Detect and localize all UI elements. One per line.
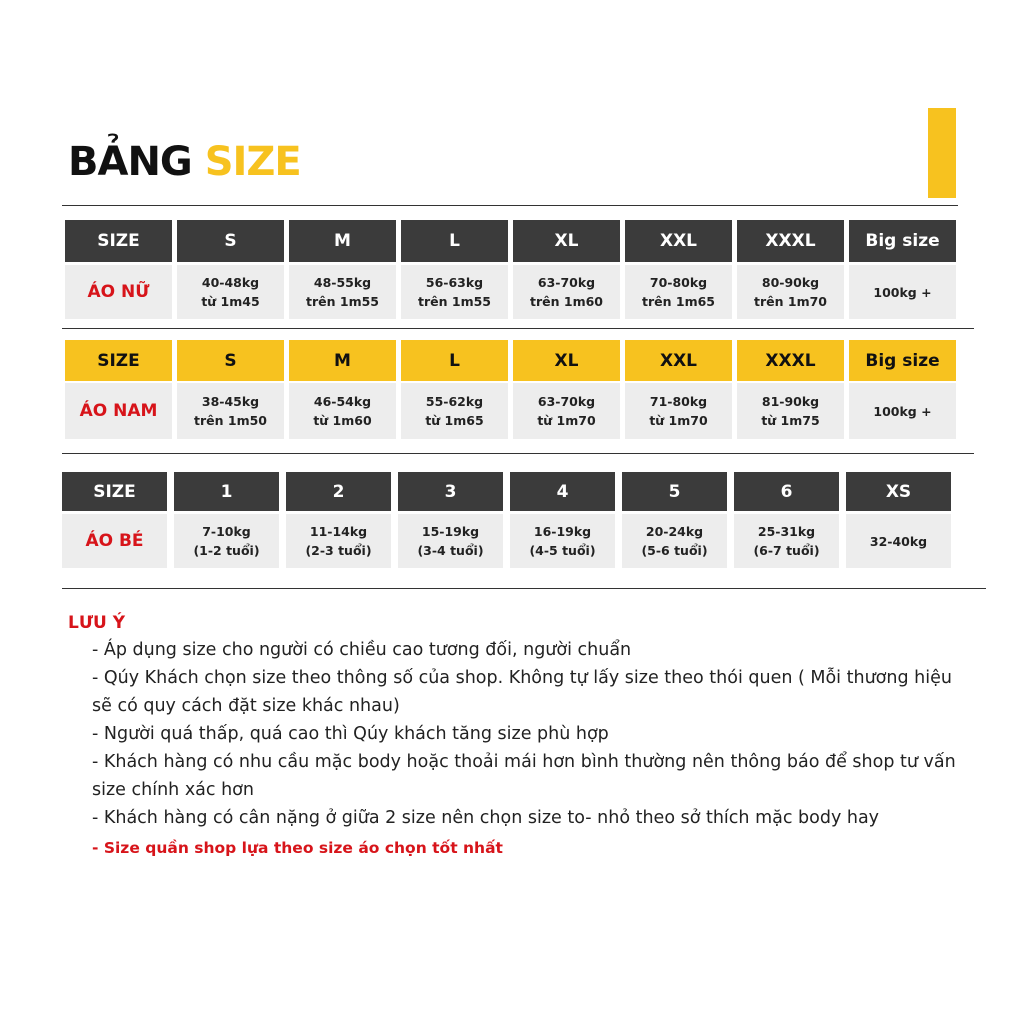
weight-range: 100kg + bbox=[873, 403, 932, 419]
weight-range: 46-54kg bbox=[313, 394, 372, 409]
size-cell-big bbox=[849, 383, 956, 439]
size-cell-l bbox=[401, 383, 508, 439]
size-cell-m bbox=[286, 514, 391, 568]
note-item: - Áp dụng size cho người có chiều cao tương đối, người chuẩn bbox=[92, 640, 632, 660]
notes-title: LƯU Ý bbox=[68, 613, 126, 633]
size-cell-xl bbox=[513, 383, 620, 439]
size-cell-xxxl bbox=[734, 514, 839, 568]
header-cell: Big size bbox=[849, 340, 956, 381]
height-range: (2-3 tuổi) bbox=[305, 543, 372, 558]
divider-1 bbox=[62, 328, 974, 329]
size-cell-xxxl bbox=[737, 383, 844, 439]
note-item: - Qúy Khách chọn size theo thông số của shop. Không tự lấy size theo thói quen ( Mỗi thương hiệu sẽ có quy cách đặt size khác nhau) bbox=[92, 668, 952, 716]
weight-range: 100kg + bbox=[873, 284, 932, 300]
header-cell: S bbox=[177, 220, 284, 262]
height-range: trên 1m60 bbox=[530, 294, 603, 309]
header-cell: 6 bbox=[734, 472, 839, 511]
weight-range: 20-24kg bbox=[645, 524, 704, 539]
header-cell: XL bbox=[513, 220, 620, 262]
size-cell-xxxl bbox=[737, 265, 844, 319]
weight-range: 38-45kg bbox=[201, 394, 260, 409]
header-cell: XS bbox=[846, 472, 951, 511]
header-cell: 1 bbox=[174, 472, 279, 511]
height-range: từ 1m45 bbox=[201, 294, 260, 309]
title-word-2: SIZE bbox=[204, 139, 301, 185]
size-cell-m bbox=[289, 383, 396, 439]
size-cell-xl bbox=[513, 265, 620, 319]
note-item: - Người quá thấp, quá cao thì Qúy khách tăng size phù hợp bbox=[92, 724, 609, 744]
height-range: từ 1m60 bbox=[313, 413, 372, 428]
size-cell-m bbox=[289, 265, 396, 319]
row-label: ÁO NỮ bbox=[65, 265, 172, 319]
size-cell-l bbox=[398, 514, 503, 568]
header-cell: 2 bbox=[286, 472, 391, 511]
header-cell: 3 bbox=[398, 472, 503, 511]
header-cell: Big size bbox=[849, 220, 956, 262]
weight-range: 25-31kg bbox=[757, 524, 816, 539]
header-cell: XXL bbox=[625, 220, 732, 262]
height-range: trên 1m55 bbox=[306, 294, 379, 309]
header-cell: XXXL bbox=[737, 220, 844, 262]
height-range: (4-5 tuổi) bbox=[529, 543, 596, 558]
title-word-1: BẢNG bbox=[68, 139, 192, 185]
size-cell-l bbox=[401, 265, 508, 319]
header-cell: 4 bbox=[510, 472, 615, 511]
size-cell-xxl bbox=[625, 383, 732, 439]
divider-2 bbox=[62, 453, 974, 454]
header-cell: M bbox=[289, 220, 396, 262]
row-label: ÁO NAM bbox=[65, 383, 172, 439]
weight-range: 15-19kg bbox=[421, 524, 480, 539]
size-cell-xl bbox=[510, 514, 615, 568]
weight-range: 11-14kg bbox=[309, 524, 368, 539]
height-range: trên 1m50 bbox=[194, 413, 267, 428]
weight-range: 81-90kg bbox=[761, 394, 820, 409]
page-title bbox=[68, 136, 301, 188]
row-label: ÁO BÉ bbox=[62, 514, 167, 568]
size-cell-s bbox=[174, 514, 279, 568]
header-cell: S bbox=[177, 340, 284, 381]
weight-range: 55-62kg bbox=[425, 394, 484, 409]
weight-range: 70-80kg bbox=[649, 275, 708, 290]
divider-3 bbox=[62, 588, 986, 589]
notes-section bbox=[68, 610, 968, 864]
header-cell: 5 bbox=[622, 472, 727, 511]
height-range: (5-6 tuổi) bbox=[641, 543, 708, 558]
header-cell: M bbox=[289, 340, 396, 381]
size-cell-s bbox=[177, 265, 284, 319]
weight-range: 32-40kg bbox=[869, 533, 928, 549]
header-cell: L bbox=[401, 340, 508, 381]
note-item: - Khách hàng có cân nặng ở giữa 2 size nên chọn size to- nhỏ theo sở thích mặc body hay bbox=[92, 808, 880, 828]
height-range: trên 1m70 bbox=[754, 294, 827, 309]
height-range: (1-2 tuổi) bbox=[193, 543, 260, 558]
weight-range: 63-70kg bbox=[537, 275, 596, 290]
header-cell: XL bbox=[513, 340, 620, 381]
height-range: từ 1m65 bbox=[425, 413, 484, 428]
header-cell: XXXL bbox=[737, 340, 844, 381]
size-cell-big bbox=[846, 514, 951, 568]
size-cell-s bbox=[177, 383, 284, 439]
height-range: từ 1m70 bbox=[537, 413, 596, 428]
size-cell-xxl bbox=[625, 265, 732, 319]
size-cell-big bbox=[849, 265, 956, 319]
height-range: (6-7 tuổi) bbox=[753, 543, 820, 558]
height-range: (3-4 tuổi) bbox=[417, 543, 484, 558]
height-range: từ 1m70 bbox=[649, 413, 708, 428]
header-cell: XXL bbox=[625, 340, 732, 381]
note-highlight: - Size quần shop lựa theo size áo chọn tốt nhất bbox=[92, 839, 503, 857]
divider-top bbox=[62, 205, 958, 206]
weight-range: 7-10kg bbox=[202, 524, 251, 539]
weight-range: 71-80kg bbox=[649, 394, 708, 409]
header-cell: SIZE bbox=[62, 472, 167, 511]
height-range: từ 1m75 bbox=[761, 413, 820, 428]
weight-range: 16-19kg bbox=[533, 524, 592, 539]
height-range: trên 1m65 bbox=[642, 294, 715, 309]
weight-range: 80-90kg bbox=[761, 275, 820, 290]
header-cell: SIZE bbox=[65, 220, 172, 262]
weight-range: 56-63kg bbox=[425, 275, 484, 290]
size-cell-xxl bbox=[622, 514, 727, 568]
header-cell: SIZE bbox=[65, 340, 172, 381]
header-cell: L bbox=[401, 220, 508, 262]
height-range: trên 1m55 bbox=[418, 294, 491, 309]
accent-bar bbox=[928, 108, 956, 198]
weight-range: 63-70kg bbox=[537, 394, 596, 409]
weight-range: 48-55kg bbox=[313, 275, 372, 290]
weight-range: 40-48kg bbox=[201, 275, 260, 290]
note-item: - Khách hàng có nhu cầu mặc body hoặc thoải mái hơn bình thường nên thông báo để shop tư vấn size chính xác hơn bbox=[92, 752, 956, 800]
